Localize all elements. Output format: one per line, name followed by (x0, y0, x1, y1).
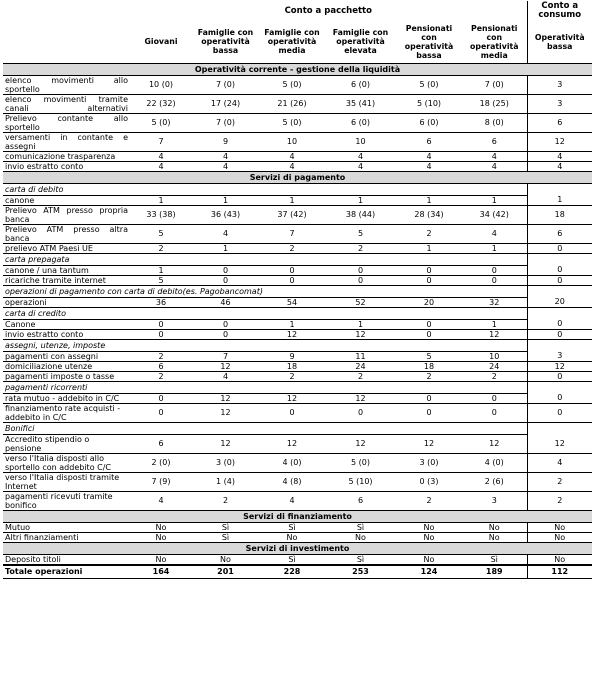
value-cell: 4 (130, 161, 192, 171)
value-cell: 10 (0) (130, 75, 192, 94)
value-cell: No (527, 554, 592, 565)
section-title: Operatività corrente - gestione della liquidità (3, 63, 592, 75)
value-cell: 4 (396, 151, 462, 161)
value-cell: 8 (0) (462, 113, 527, 132)
value-cell: 0 (527, 371, 592, 381)
value-cell: 5 (0) (259, 75, 325, 94)
value-cell: No (130, 554, 192, 565)
value-cell: 0 (396, 329, 462, 339)
value-cell: No (462, 522, 527, 532)
value-cell: 4 (192, 161, 259, 171)
subsection-consumo-cell (527, 307, 592, 319)
value-cell: 6 (0) (325, 113, 396, 132)
value-cell: Sì (325, 554, 396, 565)
value-cell: No (259, 532, 325, 542)
column-header: Famiglie con operatività elevata (332, 28, 389, 56)
value-cell: 1 (396, 195, 462, 205)
row-label: canone (3, 195, 130, 205)
value-cell: 12 (259, 393, 325, 403)
value-cell: 1 (259, 195, 325, 205)
value-cell: 1 (130, 195, 192, 205)
table-row (3, 224, 592, 243)
value-cell: 12 (259, 434, 325, 453)
value-cell: 4 (527, 151, 592, 161)
table-row (3, 161, 592, 171)
subsection-consumo-cell (527, 339, 592, 351)
table-row (3, 205, 592, 224)
row-label: domiciliazione utenze (3, 361, 130, 371)
row-label: pagamenti ricevuti tramite bonifico (3, 491, 130, 510)
total-value-cell: 189 (462, 565, 527, 579)
value-cell: 5 (130, 275, 192, 285)
row-label: Canone (3, 319, 130, 329)
subsection-consumo-cell (527, 381, 592, 393)
row-label: finanziamento rate acquisti - addebito in C/C (3, 403, 130, 422)
section-header-row (3, 171, 592, 183)
value-cell: 12 (462, 434, 527, 453)
table-row (3, 434, 592, 453)
value-cell: 4 (527, 453, 592, 472)
table-row (3, 243, 592, 253)
value-cell: 0 (527, 319, 592, 329)
value-cell: 2 (259, 371, 325, 381)
value-cell: 2 (130, 243, 192, 253)
row-label: canone / una tantum (3, 265, 130, 275)
value-cell: 1 (462, 243, 527, 253)
value-cell: 6 (527, 224, 592, 243)
total-value-cell: 253 (325, 565, 396, 579)
value-cell: 0 (192, 329, 259, 339)
value-cell: 3 (527, 94, 592, 113)
value-cell: 24 (462, 361, 527, 371)
value-cell: 1 (527, 195, 592, 205)
header-corner-2 (3, 21, 130, 63)
total-value-cell: 124 (396, 565, 462, 579)
value-cell: 10 (259, 132, 325, 151)
row-label: pagamenti imposte o tasse (3, 371, 130, 381)
value-cell: 2 (527, 491, 592, 510)
value-cell: 6 (130, 361, 192, 371)
value-cell: 6 (462, 132, 527, 151)
value-cell: 12 (527, 434, 592, 453)
row-label: Mutuo (3, 522, 130, 532)
value-cell: 4 (130, 151, 192, 161)
header-corner (3, 1, 130, 21)
row-label: Prelievo ATM presso altra banca (5, 224, 128, 243)
value-cell: 4 (192, 151, 259, 161)
total-value-cell: 164 (130, 565, 192, 579)
table-row (3, 297, 592, 307)
subsection-row (3, 422, 592, 434)
subsection-consumo-cell (527, 422, 592, 434)
value-cell: 7 (130, 132, 192, 151)
value-cell: 4 (462, 224, 527, 243)
value-cell: 12 (527, 361, 592, 371)
value-cell: 0 (130, 329, 192, 339)
value-cell: 0 (130, 393, 192, 403)
value-cell: 0 (325, 265, 396, 275)
value-cell: 0 (130, 319, 192, 329)
value-cell: Sì (462, 554, 527, 565)
value-cell: 2 (6) (462, 472, 527, 491)
value-cell: No (527, 522, 592, 532)
subsection-label: carta di debito (3, 183, 527, 195)
value-cell: 0 (527, 265, 592, 275)
value-cell: 4 (527, 161, 592, 171)
value-cell: 2 (192, 491, 259, 510)
value-cell: 4 (130, 491, 192, 510)
value-cell: 0 (527, 243, 592, 253)
value-cell: 12 (192, 434, 259, 453)
header-row-top (3, 1, 592, 21)
value-cell: 0 (130, 403, 192, 422)
value-cell: 0 (396, 319, 462, 329)
value-cell: 0 (259, 275, 325, 285)
row-label: ricariche tramite internet (3, 275, 130, 285)
value-cell: 7 (259, 224, 325, 243)
value-cell: 36 (43) (192, 205, 259, 224)
value-cell: 4 (396, 161, 462, 171)
table-row (3, 554, 592, 565)
value-cell: Sì (192, 522, 259, 532)
value-cell: 37 (42) (259, 205, 325, 224)
column-header: Operatività bassa (527, 21, 592, 63)
value-cell: 6 (0) (325, 75, 396, 94)
row-label: invio estratto conto (3, 161, 130, 171)
subsection-row (3, 253, 592, 265)
value-cell: 1 (462, 319, 527, 329)
value-cell: 6 (396, 132, 462, 151)
row-label: Accredito stipendio o pensione (3, 434, 130, 453)
value-cell: 0 (192, 319, 259, 329)
table-body (3, 63, 592, 578)
value-cell: 4 (259, 491, 325, 510)
value-cell: 6 (130, 434, 192, 453)
value-cell: 18 (396, 361, 462, 371)
value-cell: 0 (192, 265, 259, 275)
subsection-row (3, 339, 592, 351)
total-value-cell: 112 (527, 565, 592, 579)
value-cell: 24 (325, 361, 396, 371)
value-cell: 2 (462, 371, 527, 381)
value-cell: 1 (396, 243, 462, 253)
row-label: comunicazione trasparenza (3, 151, 130, 161)
value-cell: No (396, 522, 462, 532)
value-cell: 0 (527, 403, 592, 422)
total-row (3, 565, 592, 579)
value-cell: 4 (259, 151, 325, 161)
row-label: verso l'Italia disposti tramite Internet (3, 472, 130, 491)
value-cell: 1 (4) (192, 472, 259, 491)
value-cell: 20 (527, 297, 592, 307)
value-cell: 10 (325, 132, 396, 151)
value-cell: 2 (325, 243, 396, 253)
table-row (3, 94, 592, 113)
value-cell: 5 (0) (259, 113, 325, 132)
value-cell: 0 (396, 403, 462, 422)
value-cell: 2 (325, 371, 396, 381)
column-header: Famiglie con operatività bassa (197, 28, 254, 56)
value-cell: 36 (130, 297, 192, 307)
value-cell: 3 (527, 75, 592, 94)
value-cell: 1 (130, 265, 192, 275)
value-cell: 12 (192, 393, 259, 403)
value-cell: 9 (259, 351, 325, 361)
value-cell: 12 (192, 361, 259, 371)
value-cell: 1 (192, 243, 259, 253)
operations-table (3, 1, 592, 579)
row-label: versamenti in contante e assegni (5, 132, 128, 151)
value-cell: 1 (462, 195, 527, 205)
total-value-cell: 201 (192, 565, 259, 579)
row-label: pagamenti con assegni (3, 351, 130, 361)
value-cell: 1 (325, 195, 396, 205)
column-header: Pensionati con operatività media (470, 23, 519, 60)
value-cell: 2 (259, 243, 325, 253)
value-cell: 3 (462, 491, 527, 510)
value-cell: 12 (325, 434, 396, 453)
value-cell: 12 (259, 329, 325, 339)
value-cell: 0 (527, 275, 592, 285)
value-cell: Sì (259, 522, 325, 532)
value-cell: 5 (396, 351, 462, 361)
table-row (3, 195, 592, 205)
column-header: Famiglie con operatività media (264, 28, 320, 56)
value-cell: Sì (192, 532, 259, 542)
value-cell: 12 (527, 132, 592, 151)
value-cell: 4 (0) (462, 453, 527, 472)
value-cell: 0 (527, 393, 592, 403)
row-label: verso l'Italia disposti allo sportello con addebito C/C (3, 453, 130, 472)
section-title: Servizi di pagamento (3, 171, 592, 183)
value-cell: 7 (0) (462, 75, 527, 94)
value-cell: 0 (462, 265, 527, 275)
value-cell: 28 (34) (396, 205, 462, 224)
value-cell: No (396, 554, 462, 565)
table-row (3, 75, 592, 94)
value-cell: 22 (32) (130, 94, 192, 113)
value-cell: 52 (325, 297, 396, 307)
value-cell: 1 (192, 195, 259, 205)
value-cell: 1 (259, 319, 325, 329)
value-cell: 0 (396, 275, 462, 285)
value-cell: 0 (325, 403, 396, 422)
value-cell: 12 (462, 329, 527, 339)
table-row (3, 319, 592, 329)
table-row (3, 491, 592, 510)
value-cell: 0 (259, 265, 325, 275)
row-label: operazioni (3, 297, 130, 307)
value-cell: 18 (259, 361, 325, 371)
value-cell: 0 (3) (396, 472, 462, 491)
value-cell: 10 (462, 351, 527, 361)
table-row (3, 275, 592, 285)
subsection-consumo-cell (527, 285, 592, 297)
subsection-consumo-cell (527, 253, 592, 265)
value-cell: 4 (192, 371, 259, 381)
value-cell: No (130, 522, 192, 532)
subsection-consumo-cell (527, 183, 592, 195)
value-cell: 54 (259, 297, 325, 307)
subsection-label: operazioni di pagamento con carta di debito(es. Pagobancomat) (3, 285, 527, 297)
value-cell: 12 (192, 403, 259, 422)
value-cell: No (462, 532, 527, 542)
value-cell: 7 (192, 351, 259, 361)
value-cell: 6 (527, 113, 592, 132)
value-cell: 32 (462, 297, 527, 307)
value-cell: 0 (325, 275, 396, 285)
value-cell: 0 (192, 275, 259, 285)
table-row (3, 522, 592, 532)
value-cell: 4 (325, 151, 396, 161)
section-header-row (3, 510, 592, 522)
subsection-label: carta prepagata (3, 253, 527, 265)
table-row (3, 371, 592, 381)
value-cell: No (527, 532, 592, 542)
value-cell: No (192, 554, 259, 565)
value-cell: 12 (325, 393, 396, 403)
value-cell: 4 (259, 161, 325, 171)
value-cell: 0 (396, 393, 462, 403)
row-label: Prelievo ATM presso propria banca (5, 205, 128, 224)
value-cell: No (130, 532, 192, 542)
subsection-label: carta di credito (3, 307, 527, 319)
row-label: elenco movimenti allo sportello (5, 75, 128, 94)
value-cell: 0 (462, 403, 527, 422)
column-header: Giovani (144, 37, 178, 47)
value-cell: Sì (259, 554, 325, 565)
value-cell: 2 (396, 224, 462, 243)
subsection-row (3, 307, 592, 319)
value-cell: 6 (325, 491, 396, 510)
table-row (3, 351, 592, 361)
conto-consumo-header: Conto a consumo (527, 1, 592, 21)
row-label: prelievo ATM Paesi UE (3, 243, 130, 253)
value-cell: 9 (192, 132, 259, 151)
table-row (3, 532, 592, 542)
value-cell: 4 (325, 161, 396, 171)
value-cell: 2 (130, 351, 192, 361)
value-cell: 5 (10) (396, 94, 462, 113)
value-cell: 5 (0) (396, 75, 462, 94)
value-cell: 12 (396, 434, 462, 453)
value-cell: 4 (0) (259, 453, 325, 472)
table-row (3, 151, 592, 161)
section-title: Servizi di investimento (3, 542, 592, 554)
value-cell: 2 (396, 491, 462, 510)
value-cell: 46 (192, 297, 259, 307)
value-cell: 18 (25) (462, 94, 527, 113)
value-cell: 2 (396, 371, 462, 381)
value-cell: 0 (396, 265, 462, 275)
value-cell: 34 (42) (462, 205, 527, 224)
value-cell: 3 (0) (192, 453, 259, 472)
value-cell: No (325, 532, 396, 542)
row-label: Altri finanziamenti (3, 532, 130, 542)
value-cell: 3 (527, 351, 592, 361)
subsection-row (3, 285, 592, 297)
value-cell: 11 (325, 351, 396, 361)
total-label: Totale operazioni (3, 565, 130, 579)
value-cell: 1 (325, 319, 396, 329)
value-cell: 5 (0) (325, 453, 396, 472)
section-title: Servizi di finanziamento (3, 510, 592, 522)
row-label: Prelievo contante allo sportello (5, 113, 128, 132)
table-row (3, 132, 592, 151)
column-header: Pensionati con operatività bassa (404, 23, 454, 60)
value-cell: 6 (0) (396, 113, 462, 132)
header-row-columns (3, 21, 592, 63)
value-cell: 7 (9) (130, 472, 192, 491)
table-row (3, 453, 592, 472)
value-cell: 7 (0) (192, 113, 259, 132)
value-cell: 4 (192, 224, 259, 243)
value-cell: 5 (325, 224, 396, 243)
value-cell: 17 (24) (192, 94, 259, 113)
row-label: elenco movimenti tramite canali alternativi (5, 94, 128, 113)
value-cell: 5 (0) (130, 113, 192, 132)
table-row (3, 472, 592, 491)
value-cell: 7 (0) (192, 75, 259, 94)
subsection-label: Bonifici (3, 422, 527, 434)
row-label: Deposito titoli (3, 554, 130, 565)
subsection-label: pagamenti ricorrenti (3, 381, 527, 393)
section-header-row (3, 63, 592, 75)
value-cell: 0 (259, 403, 325, 422)
row-label: rata mutuo - addebito in C/C (3, 393, 130, 403)
table-row (3, 393, 592, 403)
value-cell: 18 (527, 205, 592, 224)
value-cell: 12 (325, 329, 396, 339)
value-cell: 3 (0) (396, 453, 462, 472)
value-cell: 4 (462, 161, 527, 171)
section-header-row (3, 542, 592, 554)
value-cell: 20 (396, 297, 462, 307)
value-cell: 4 (462, 151, 527, 161)
value-cell: 4 (8) (259, 472, 325, 491)
value-cell: 5 (10) (325, 472, 396, 491)
conto-pacchetto-header: Conto a pacchetto (284, 5, 372, 16)
value-cell: 33 (38) (130, 205, 192, 224)
table-row (3, 329, 592, 339)
value-cell: 2 (0) (130, 453, 192, 472)
subsection-label: assegni, utenze, imposte (3, 339, 527, 351)
value-cell: 0 (462, 393, 527, 403)
value-cell: 5 (130, 224, 192, 243)
value-cell: 0 (462, 275, 527, 285)
subsection-row (3, 381, 592, 393)
row-label: invio estratto conto (3, 329, 130, 339)
value-cell: 0 (527, 329, 592, 339)
value-cell: 38 (44) (325, 205, 396, 224)
table-row (3, 265, 592, 275)
value-cell: 2 (130, 371, 192, 381)
value-cell: No (396, 532, 462, 542)
table-row (3, 361, 592, 371)
value-cell: 2 (527, 472, 592, 491)
total-value-cell: 228 (259, 565, 325, 579)
value-cell: 21 (26) (259, 94, 325, 113)
value-cell: Sì (325, 522, 396, 532)
table-row (3, 113, 592, 132)
subsection-row (3, 183, 592, 195)
table-row (3, 403, 592, 422)
value-cell: 35 (41) (325, 94, 396, 113)
